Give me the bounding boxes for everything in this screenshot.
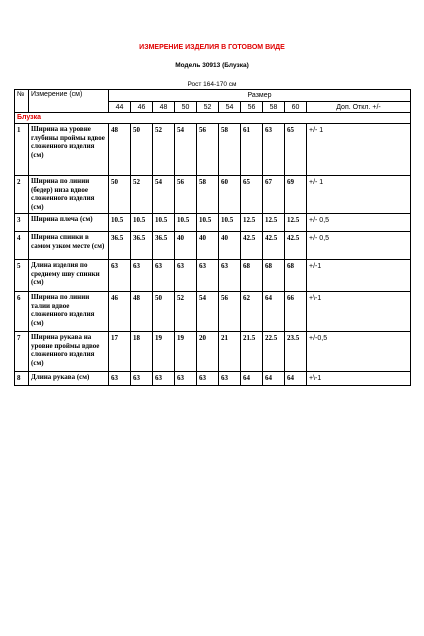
- model-name: Модель 30913 (Блузка): [175, 62, 249, 69]
- row-number: 8: [15, 372, 29, 386]
- measure-value: 63: [153, 260, 175, 292]
- tolerance-value: +/-0,5: [307, 332, 411, 372]
- measure-value: 63: [219, 260, 241, 292]
- measure-value: 20: [197, 332, 219, 372]
- measure-value: 64: [263, 292, 285, 332]
- table-row: [15, 232, 411, 260]
- measure-value: 61: [241, 124, 263, 176]
- measure-value: 36.5: [131, 232, 153, 260]
- tolerance-value: +\-1: [307, 292, 411, 332]
- table-row: [15, 124, 411, 176]
- number-header: №: [15, 90, 29, 113]
- section-label: Блузка: [15, 113, 411, 124]
- table-row: [15, 332, 411, 372]
- tolerance-value: +/- 1: [307, 124, 411, 176]
- size-cell: 44: [109, 102, 131, 113]
- measure-value: 40: [219, 232, 241, 260]
- measure-value: 68: [263, 260, 285, 292]
- size-cell: 56: [241, 102, 263, 113]
- measure-label: Ширина на уровне глубины проймы вдвое сложенного изделия (см): [29, 124, 109, 176]
- table-row: [15, 260, 411, 292]
- measure-label: Ширина плеча (см): [29, 214, 109, 232]
- measure-value: 60: [219, 176, 241, 214]
- measure-value: 10.5: [219, 214, 241, 232]
- measure-header: Измерение (см): [29, 90, 109, 113]
- measure-value: 63: [175, 260, 197, 292]
- measure-value: 68: [241, 260, 263, 292]
- table-row: [15, 372, 411, 386]
- measure-label: Длина изделия по среднему шву спинки (см): [29, 260, 109, 292]
- measure-value: 69: [285, 176, 307, 214]
- measure-value: 63: [109, 260, 131, 292]
- row-number: 3: [15, 214, 29, 232]
- measure-label: Длина рукава (см): [29, 372, 109, 386]
- measure-value: 66: [285, 292, 307, 332]
- tolerance-header: Доп. Откл. +/-: [307, 102, 411, 113]
- measure-value: 40: [175, 232, 197, 260]
- measure-value: 64: [263, 372, 285, 386]
- table-row: [15, 214, 411, 232]
- size-cell: 46: [131, 102, 153, 113]
- measure-value: 42.5: [241, 232, 263, 260]
- measure-value: 63: [219, 372, 241, 386]
- measurement-table: [14, 89, 411, 386]
- table-row: [15, 292, 411, 332]
- tolerance-value: +/- 0,5: [307, 214, 411, 232]
- measure-value: 21.5: [241, 332, 263, 372]
- measure-value: 36.5: [109, 232, 131, 260]
- measure-value: 63: [131, 260, 153, 292]
- row-number: 7: [15, 332, 29, 372]
- measure-value: 19: [175, 332, 197, 372]
- measure-value: 65: [241, 176, 263, 214]
- measure-value: 12.5: [285, 214, 307, 232]
- measure-value: 63: [197, 372, 219, 386]
- measure-value: 22.5: [263, 332, 285, 372]
- measure-value: 68: [285, 260, 307, 292]
- tolerance-value: +/-1: [307, 260, 411, 292]
- measure-value: 48: [109, 124, 131, 176]
- measure-value: 67: [263, 176, 285, 214]
- measure-value: 52: [131, 176, 153, 214]
- measure-value: 12.5: [263, 214, 285, 232]
- measure-value: 50: [131, 124, 153, 176]
- measure-value: 62: [241, 292, 263, 332]
- measure-value: 17: [109, 332, 131, 372]
- measure-value: 50: [153, 292, 175, 332]
- measure-value: 10.5: [109, 214, 131, 232]
- size-cell: 48: [153, 102, 175, 113]
- measure-value: 42.5: [285, 232, 307, 260]
- measure-value: 21: [219, 332, 241, 372]
- row-number: 5: [15, 260, 29, 292]
- measure-value: 54: [197, 292, 219, 332]
- table-row: [15, 176, 411, 214]
- tolerance-value: +\-1: [307, 372, 411, 386]
- size-cell: 52: [197, 102, 219, 113]
- measure-value: 56: [219, 292, 241, 332]
- measure-label: Ширина рукава на уровне проймы вдвое сложенного изделия (см): [29, 332, 109, 372]
- tolerance-value: +/- 1: [307, 176, 411, 214]
- measure-value: 54: [175, 124, 197, 176]
- measure-value: 10.5: [131, 214, 153, 232]
- measure-value: 63: [197, 260, 219, 292]
- measure-value: 46: [109, 292, 131, 332]
- tolerance-value: +/- 0,5: [307, 232, 411, 260]
- row-number: 4: [15, 232, 29, 260]
- row-number: 1: [15, 124, 29, 176]
- measure-value: 36.5: [153, 232, 175, 260]
- measure-value: 64: [285, 372, 307, 386]
- measure-value: 12.5: [241, 214, 263, 232]
- measure-value: 19: [153, 332, 175, 372]
- measure-value: 10.5: [153, 214, 175, 232]
- row-number: 2: [15, 176, 29, 214]
- measure-value: 54: [153, 176, 175, 214]
- row-number: 6: [15, 292, 29, 332]
- size-cell: 54: [219, 102, 241, 113]
- measure-value: 40: [197, 232, 219, 260]
- measure-label: Ширина по линии талии вдвое сложенного изделия (см): [29, 292, 109, 332]
- measure-value: 48: [131, 292, 153, 332]
- measure-value: 52: [175, 292, 197, 332]
- measure-value: 42.5: [263, 232, 285, 260]
- measure-value: 18: [131, 332, 153, 372]
- measure-value: 56: [197, 124, 219, 176]
- measure-value: 65: [285, 124, 307, 176]
- measure-value: 52: [153, 124, 175, 176]
- measure-value: 64: [241, 372, 263, 386]
- size-cell: 60: [285, 102, 307, 113]
- document-title: ИЗМЕРЕНИЕ ИЗДЕЛИЯ В ГОТОВОМ ВИДЕ: [139, 44, 285, 51]
- measure-value: 58: [219, 124, 241, 176]
- size-cell: 50: [175, 102, 197, 113]
- height-range: Рост 164-170 см: [187, 81, 237, 88]
- size-cell: 58: [263, 102, 285, 113]
- measure-value: 50: [109, 176, 131, 214]
- measure-value: 63: [175, 372, 197, 386]
- measure-value: 56: [175, 176, 197, 214]
- measure-value: 63: [131, 372, 153, 386]
- measure-label: Ширина спинки в самом узком месте (см): [29, 232, 109, 260]
- measure-value: 63: [153, 372, 175, 386]
- size-header: Размер: [109, 90, 411, 102]
- measure-value: 10.5: [175, 214, 197, 232]
- measure-value: 58: [197, 176, 219, 214]
- measure-value: 23.5: [285, 332, 307, 372]
- measure-value: 63: [263, 124, 285, 176]
- measure-value: 10.5: [197, 214, 219, 232]
- measure-value: 63: [109, 372, 131, 386]
- measure-label: Ширина по линии (бедер) низа вдвое сложенного изделия (см): [29, 176, 109, 214]
